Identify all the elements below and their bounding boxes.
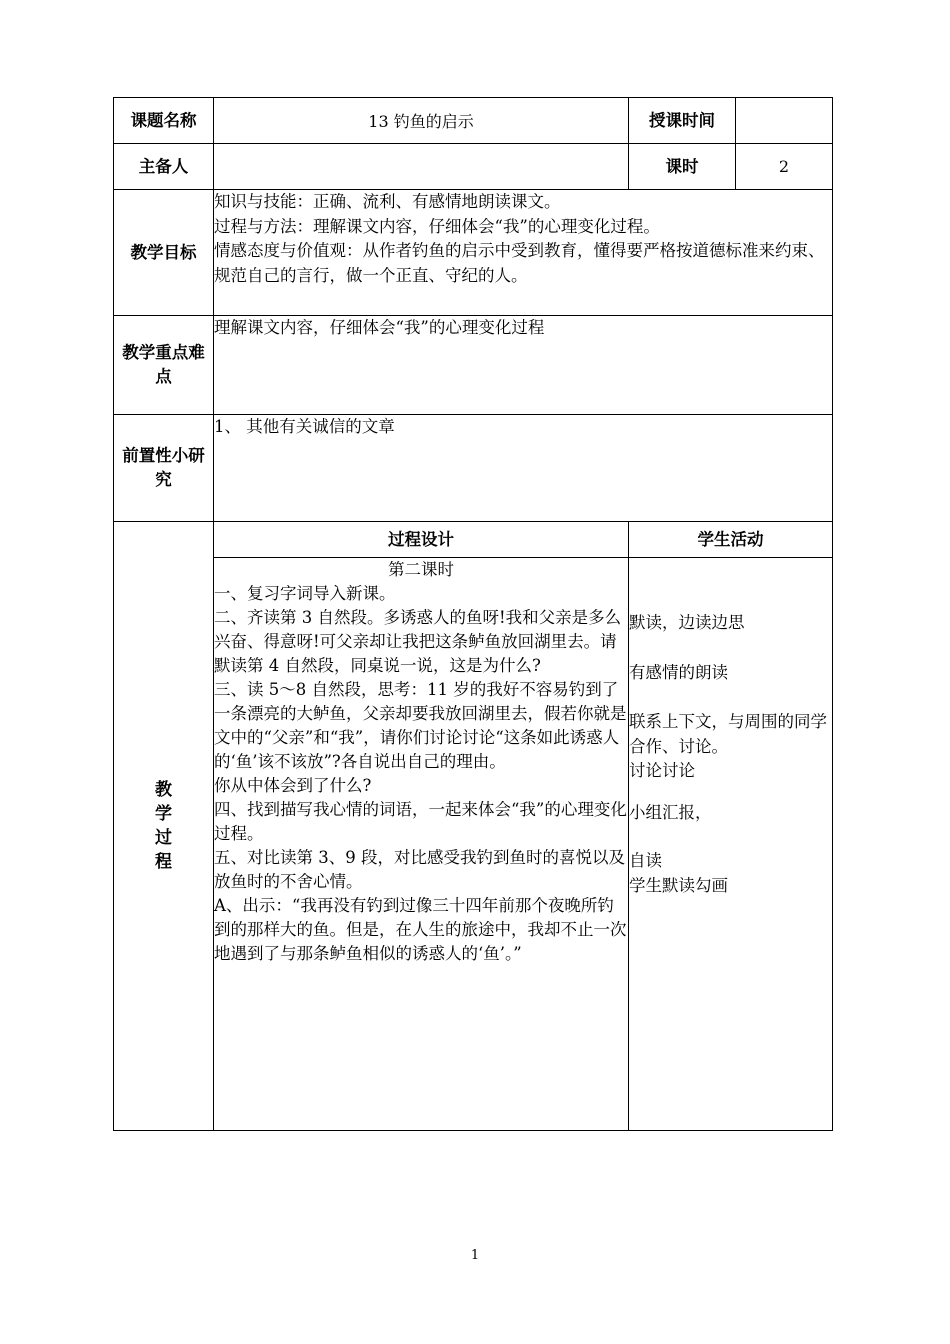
design-line: 你从中体会到了什么?	[214, 776, 372, 795]
focus-row	[114, 316, 833, 415]
goals-content	[214, 190, 833, 316]
design-line: 一、复习字词导入新课。	[214, 584, 396, 603]
preview-content	[214, 415, 833, 522]
topic-row	[114, 98, 833, 144]
focus-label-text: 教学重点难点	[122, 343, 205, 386]
design-line: A、出示：“我再没有钓到过像三十四年前那个夜晚所钓到的那样大的鱼。但是，在人生的旅途中，我却不止一次地遇到了与那条鲈鱼相似的诱惑人的‘鱼’。”	[214, 896, 627, 963]
design-line: 三、读 5～8 自然段，思考：11 岁的我好不容易钓到了一条漂亮的大鲈鱼，父亲却要我放回湖里去，假若你就是文中的“父亲”和“我”，请你们讨论讨论“这条如此诱惑人的‘鱼’该不该放”?各自说出自己的理由。	[214, 680, 627, 771]
goals-label: 教学目标	[114, 190, 214, 316]
preparer-label: 主备人	[114, 144, 214, 190]
topic-label: 课题名称	[114, 98, 214, 144]
preview-row	[114, 415, 833, 522]
design-line: 五、对比读第 3、9 段，对比感受我钓到鱼时的喜悦以及放鱼时的不舍心情。	[214, 848, 625, 891]
design-header: 过程设计	[214, 522, 629, 558]
preparer-row	[114, 144, 833, 190]
lesson-plan-table	[113, 97, 833, 1131]
focus-content	[214, 316, 833, 415]
activity-item: 小组汇报，	[629, 802, 712, 822]
activity-item: 默读，边读边思	[629, 613, 745, 632]
process-label-char: 教	[155, 780, 172, 800]
time-value	[736, 98, 833, 144]
goal-knowledge: 知识与技能：正确、流利、有感情地朗读课文。	[214, 192, 561, 211]
process-label-char: 过	[155, 828, 172, 848]
design-line: 二、齐读第 3 自然段。多诱惑人的鱼呀!我和父亲是多么兴奋、得意呀!可父亲却让我把这条鲈鱼放回湖里去。请默读第 4 自然段，同桌说一说，这是为什么?	[214, 608, 622, 675]
preparer-value	[214, 144, 629, 190]
process-label-char: 程	[155, 852, 172, 872]
design-line: 第二课时	[388, 560, 454, 579]
hours-label: 课时	[629, 144, 736, 190]
process-label-char: 学	[155, 804, 172, 824]
time-label: 授课时间	[629, 98, 736, 144]
focus-text: 理解课文内容，仔细体会“我”的心理变化过程	[214, 318, 545, 337]
goal-method: 过程与方法：理解课文内容，仔细体会“我”的心理变化过程。	[214, 216, 660, 236]
preview-label	[114, 415, 214, 522]
process-body-row	[114, 558, 833, 1131]
design-line: 四、找到描写我心情的词语，一起来体会“我”的心理变化过程。	[214, 800, 627, 843]
process-label	[114, 522, 214, 1131]
goal-emotion: 情感态度与价值观：从作者钓鱼的启示中受到教育，懂得要严格按道德标准来约束、规范自己的言行，做一个正直、守纪的人。	[214, 241, 825, 285]
activity-content	[629, 558, 833, 1131]
design-content	[214, 558, 629, 1131]
focus-label	[114, 316, 214, 415]
activity-item: 联系上下文，与周围的同学合作、讨论。	[629, 712, 827, 756]
activity-item: 学生默读勾画	[629, 875, 728, 895]
topic-value: 13 钓鱼的启示	[214, 98, 629, 144]
goals-row	[114, 190, 833, 316]
page-number: 1	[470, 1248, 480, 1263]
activity-item: 有感情的朗读	[629, 662, 728, 682]
activity-header: 学生活动	[629, 522, 833, 558]
activity-item: 讨论讨论	[629, 761, 695, 780]
preview-text: 1、 其他有关诚信的文章	[214, 417, 395, 436]
hours-value: 2	[736, 144, 833, 190]
activity-item: 自读	[629, 851, 662, 870]
process-header-row	[114, 522, 833, 558]
preview-label-text: 前置性小研究	[122, 446, 205, 489]
